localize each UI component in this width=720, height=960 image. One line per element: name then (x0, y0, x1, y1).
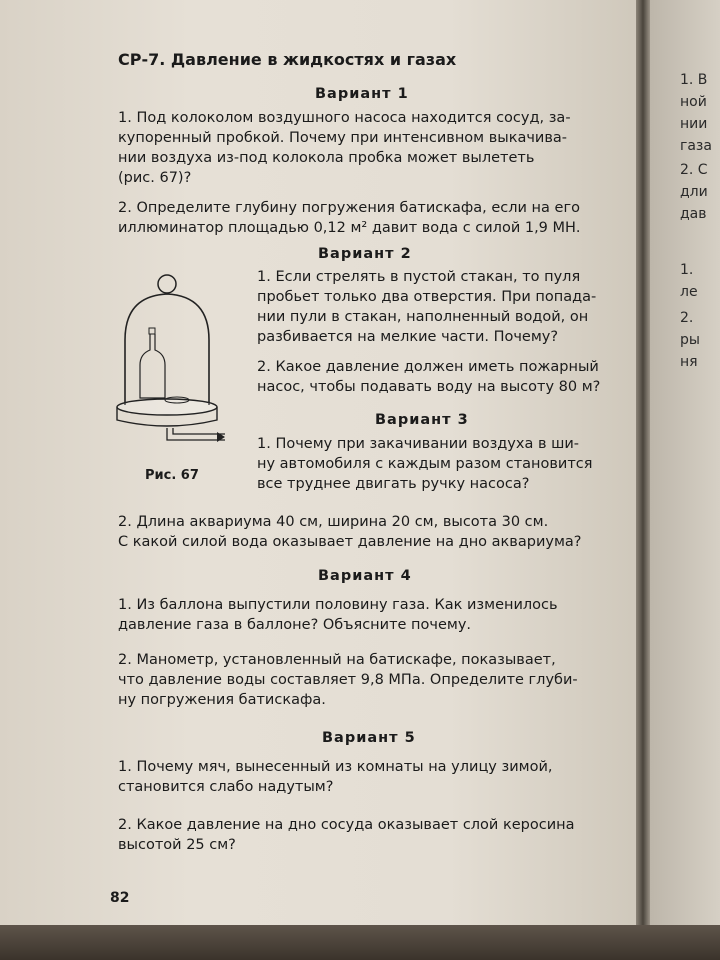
next-page-fragment: дав (680, 206, 707, 222)
next-page-fragment: 2. С (680, 162, 708, 178)
variant-4-question-2: 2. Манометр, установленный на батискафе, показывает, что давление воды составляет 9,8 МПа. Определите глуби- ну погружения батискафа. (118, 652, 578, 708)
variant-5-heading: Вариант 5 (322, 730, 416, 746)
next-page-fragment: 1. (680, 262, 694, 278)
variant-1-question-1: 1. Под колоколом воздушного насоса находится сосуд, за- купоренный пробкой. Почему при интенсивном выкачива- нии воздуха из-под колокола пробка может вылететь (рис. 67)? (118, 110, 571, 186)
table-surface (0, 925, 720, 960)
next-page-fragment: 1. В (680, 72, 708, 88)
next-page-fragment: дли (680, 184, 708, 200)
next-page-edge (650, 0, 720, 960)
variant-5-question-1: 1. Почему мяч, вынесенный из комнаты на улицу зимой, становится слабо надутым? (118, 759, 553, 795)
figure-caption: Рис. 67 (145, 468, 199, 483)
next-page-fragment: газа (680, 138, 712, 154)
variant-5-question-2: 2. Какое давление на дно сосуда оказывает слой керосина высотой 25 см? (118, 817, 575, 853)
next-page-fragment: ле (680, 284, 698, 300)
variant-3-question-2: 2. Длина аквариума 40 см, ширина 20 см, высота 30 см. С какой силой вода оказывает давление на дно аквариума? (118, 514, 582, 550)
variant-1-heading: Вариант 1 (315, 86, 409, 102)
next-page-fragment: ня (680, 354, 698, 370)
next-page-fragment: нии (680, 116, 708, 132)
variant-1-question-2: 2. Определите глубину погружения батискафа, если на его иллюминатор площадью 0,12 м² давит вода с силой 1,9 МН. (118, 200, 581, 236)
variant-2-question-2: 2. Какое давление должен иметь пожарный насос, чтобы подавать воду на высоту 80 м? (257, 359, 601, 395)
next-page-fragment: ры (680, 332, 700, 348)
next-page-fragment: ной (680, 94, 707, 110)
book-gutter (636, 0, 650, 960)
bell-jar-figure (105, 270, 245, 460)
variant-2-heading: Вариант 2 (318, 246, 412, 262)
next-page-fragment: 2. (680, 310, 694, 326)
variant-2-question-1: 1. Если стрелять в пустой стакан, то пуля пробьет только два отверстия. При попада- нии пули в стакан, наполненный водой, он разбивается на мелкие части. Почему? (257, 269, 597, 345)
page-number: 82 (110, 890, 130, 906)
variant-4-heading: Вариант 4 (318, 568, 412, 584)
page-title: СР-7. Давление в жидкостях и газах (118, 50, 457, 69)
variant-3-heading: Вариант 3 (375, 412, 469, 428)
variant-4-question-1: 1. Из баллона выпустили половину газа. Как изменилось давление газа в баллоне? Объясните почему. (118, 597, 558, 633)
variant-3-question-1: 1. Почему при закачивании воздуха в ши- ну автомобиля с каждым разом становится все труднее двигать ручку насоса? (257, 436, 593, 492)
